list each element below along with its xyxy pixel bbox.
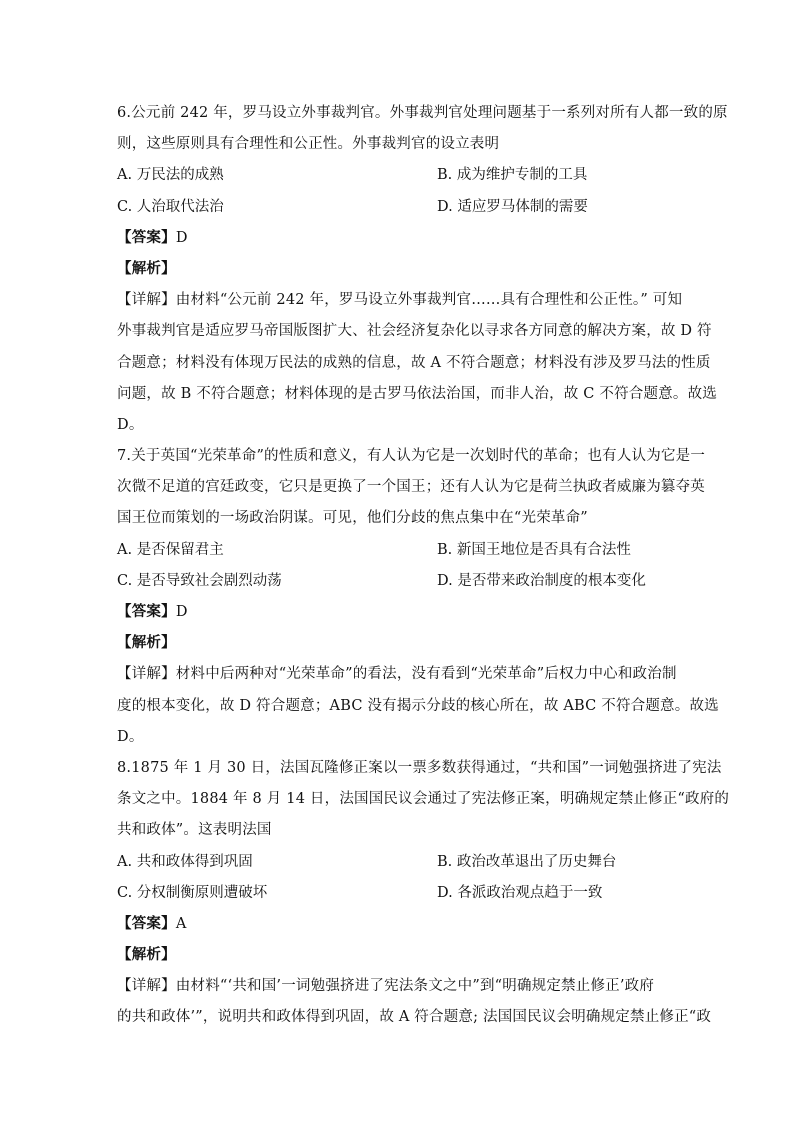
answer-label: 【答案】 [117, 229, 176, 246]
question-stem-line: 8.1875 年 1 月 30 日，法国瓦隆修正案以一票多数获得通过，“共和国”一词勉强挤进了宪法 [117, 759, 722, 776]
detail-line: 【详解】材料中后两种对“光荣革命”的看法，没有看到“光荣革命”后权力中心和政治制 [117, 666, 677, 683]
analysis-label: 【解析】 [117, 260, 176, 277]
answer-line [117, 909, 682, 940]
option-d: D. 适应罗马体制的需要 [437, 198, 588, 215]
option-c: C. 是否导致社会剧烈动荡 [117, 572, 282, 589]
detail-line: 【详解】由材料“公元前 242 年，罗马设立外事裁判官……具有合理性和公正性。” 可知 [117, 292, 683, 309]
option-c: C. 人治取代法治 [117, 198, 224, 215]
options-row [117, 192, 682, 223]
options-row [117, 847, 682, 878]
exam-page [117, 98, 730, 1034]
option-b: B. 成为维护专制的工具 [437, 167, 588, 184]
question-stem-line: 共和政体”。这表明法国 [117, 822, 272, 839]
detail-line: 问题，故 B 不符合题意；材料体现的是古罗马依法治国，而非人治，故 C 不符合题意。故选 [117, 385, 717, 402]
answer-line [117, 597, 682, 628]
detail-line: 的共和政体’”，说明共和政体得到巩固，故 A 符合题意; 法国国民议会明确规定禁止修正“政 [117, 1009, 712, 1026]
analysis-label: 【解析】 [117, 635, 176, 652]
option-a: A. 万民法的成熟 [117, 167, 224, 184]
option-a: A. 是否保留君主 [117, 541, 224, 558]
detail-line: 【详解】由材料“‘共和国’一词勉强挤进了宪法条文之中”到“明确规定禁止修正’政府 [117, 978, 655, 995]
analysis-label: 【解析】 [117, 947, 176, 964]
question-stem-line: 条文之中。1884 年 8 月 14 日，法国国民议会通过了宪法修正案，明确规定禁止修正“政府的 [117, 791, 730, 808]
option-c: C. 分权制衡原则遭破坏 [117, 884, 268, 901]
question-stem-line: 6.公元前 242 年，罗马设立外事裁判官。外事裁判官处理问题基于一系列对所有人都一致的原 [117, 105, 728, 121]
answer-label: 【答案】 [117, 915, 176, 932]
option-d: D. 是否带来政治制度的根本变化 [437, 572, 646, 589]
options-row [117, 566, 682, 597]
option-b: B. 新国王地位是否具有合法性 [437, 541, 631, 558]
detail-line: 合题意；材料没有体现万民法的成熟的信息，故 A 不符合题意；材料没有涉及罗马法的性质 [117, 354, 711, 371]
options-row [117, 535, 682, 566]
question-stem-line: 7.关于英国“光荣革命”的性质和意义，有人认为它是一次划时代的革命；也有人认为它是一 [117, 448, 706, 465]
options-row [117, 878, 682, 909]
detail-line: D。 [117, 728, 144, 745]
option-a: A. 共和政体得到巩固 [117, 853, 253, 870]
answer-label: 【答案】 [117, 604, 176, 620]
answer-value: D [175, 229, 188, 246]
question-6 [117, 98, 728, 441]
option-b: B. 政治改革退出了历史舞台 [437, 853, 617, 870]
question-stem-line: 国王位而策划的一场政治阴谋。可见，他们分歧的焦点集中在“光荣革命” [117, 510, 588, 527]
answer-value: D [175, 604, 188, 620]
answer-value: A [175, 915, 187, 932]
options-row [117, 160, 682, 191]
detail-line: 度的根本变化，故 D 符合题意；ABC 没有揭示分歧的核心所在，故 ABC 不符合题意。故选 [117, 697, 719, 714]
detail-line: 外事裁判官是适应罗马帝国版图扩大、社会经济复杂化以寻求各方同意的解决方案，故 D 符 [117, 323, 712, 340]
question-7 [117, 441, 719, 753]
question-8 [117, 753, 730, 1034]
detail-line: D。 [117, 416, 144, 433]
option-d: D. 各派政治观点趋于一致 [437, 884, 603, 901]
question-stem-line: 次微不足道的宫廷政变，它只是更换了一个国王；还有人认为它是荷兰执政者威廉为篡夺英 [117, 479, 705, 496]
question-stem-line: 则，这些原则具有合理性和公正性。外事裁判官的设立表明 [117, 136, 500, 153]
answer-line [117, 223, 682, 254]
